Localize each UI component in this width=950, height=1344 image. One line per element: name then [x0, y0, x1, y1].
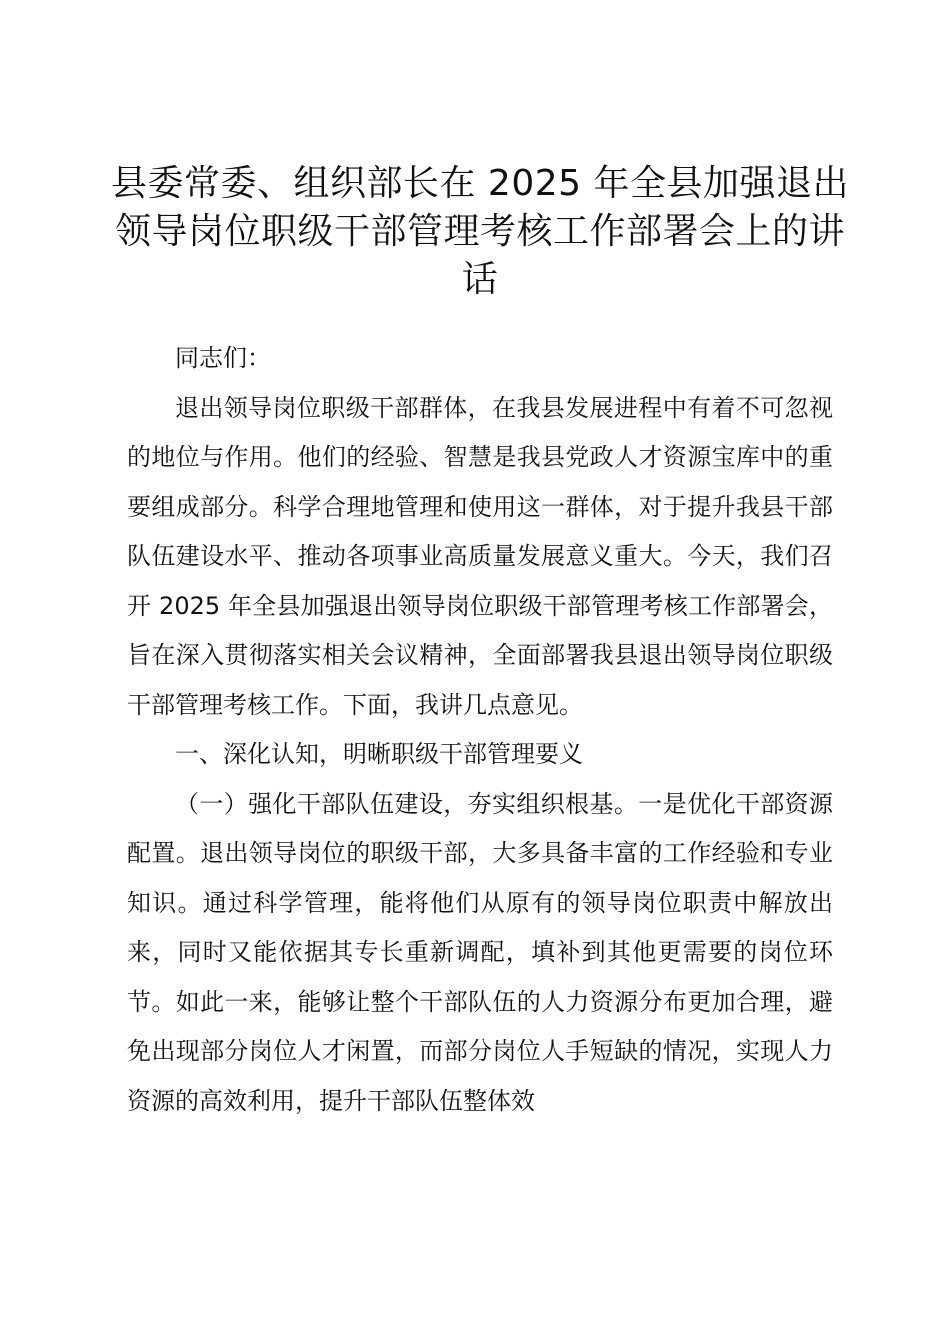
- section-heading: 一、深化认知，明晰职级干部管理要义: [175, 740, 583, 768]
- subsection-paragraph: （一）强化干部队伍建设，夯实组织根基。一是优化干部资源配置。退出领导岗位的职级干部，大多具备丰富的工作经验和专业知识。通过科学管理，能将他们从原有的领导岗位职责中解放出来，同时又能依据其专长重新调配，填补到其他更需要的岗位环节。如此一来，能够让整个干部队伍的人力资源分布更加合理，避免出现部分岗位人才闲置，而部分岗位人手短缺的情况，实现人力资源的高效利用，提升干部队伍整体效: [127, 789, 833, 1115]
- title-line-2: 领导岗位职级干部管理考核工作部署会上的讲: [114, 211, 845, 252]
- salutation: 同志们：: [175, 344, 271, 372]
- intro-paragraph: 退出领导岗位职级干部群体，在我县发展进程中有着不可忽视的地位与作用。他们的经验、智慧是我县党政人才资源宝库中的重要组成部分。科学合理地管理和使用这一群体，对于提升我县干部队伍建设水平、推动各项事业高质量发展意义重大。今天，我们召开 2025 年全县加强退出领导岗位职级干部管理考核工作部署会，旨在深入贯彻落实相关会议精神，全面部署我县退出领导岗位职级干部管理考核工作。下面，我讲几点意见。: [127, 393, 833, 719]
- title-line-1: 县委常委、组织部长在 2025 年全县加强退出: [110, 163, 849, 204]
- title-line-3: 话: [461, 259, 499, 300]
- document-body: [127, 334, 833, 1126]
- document-title: [110, 160, 850, 304]
